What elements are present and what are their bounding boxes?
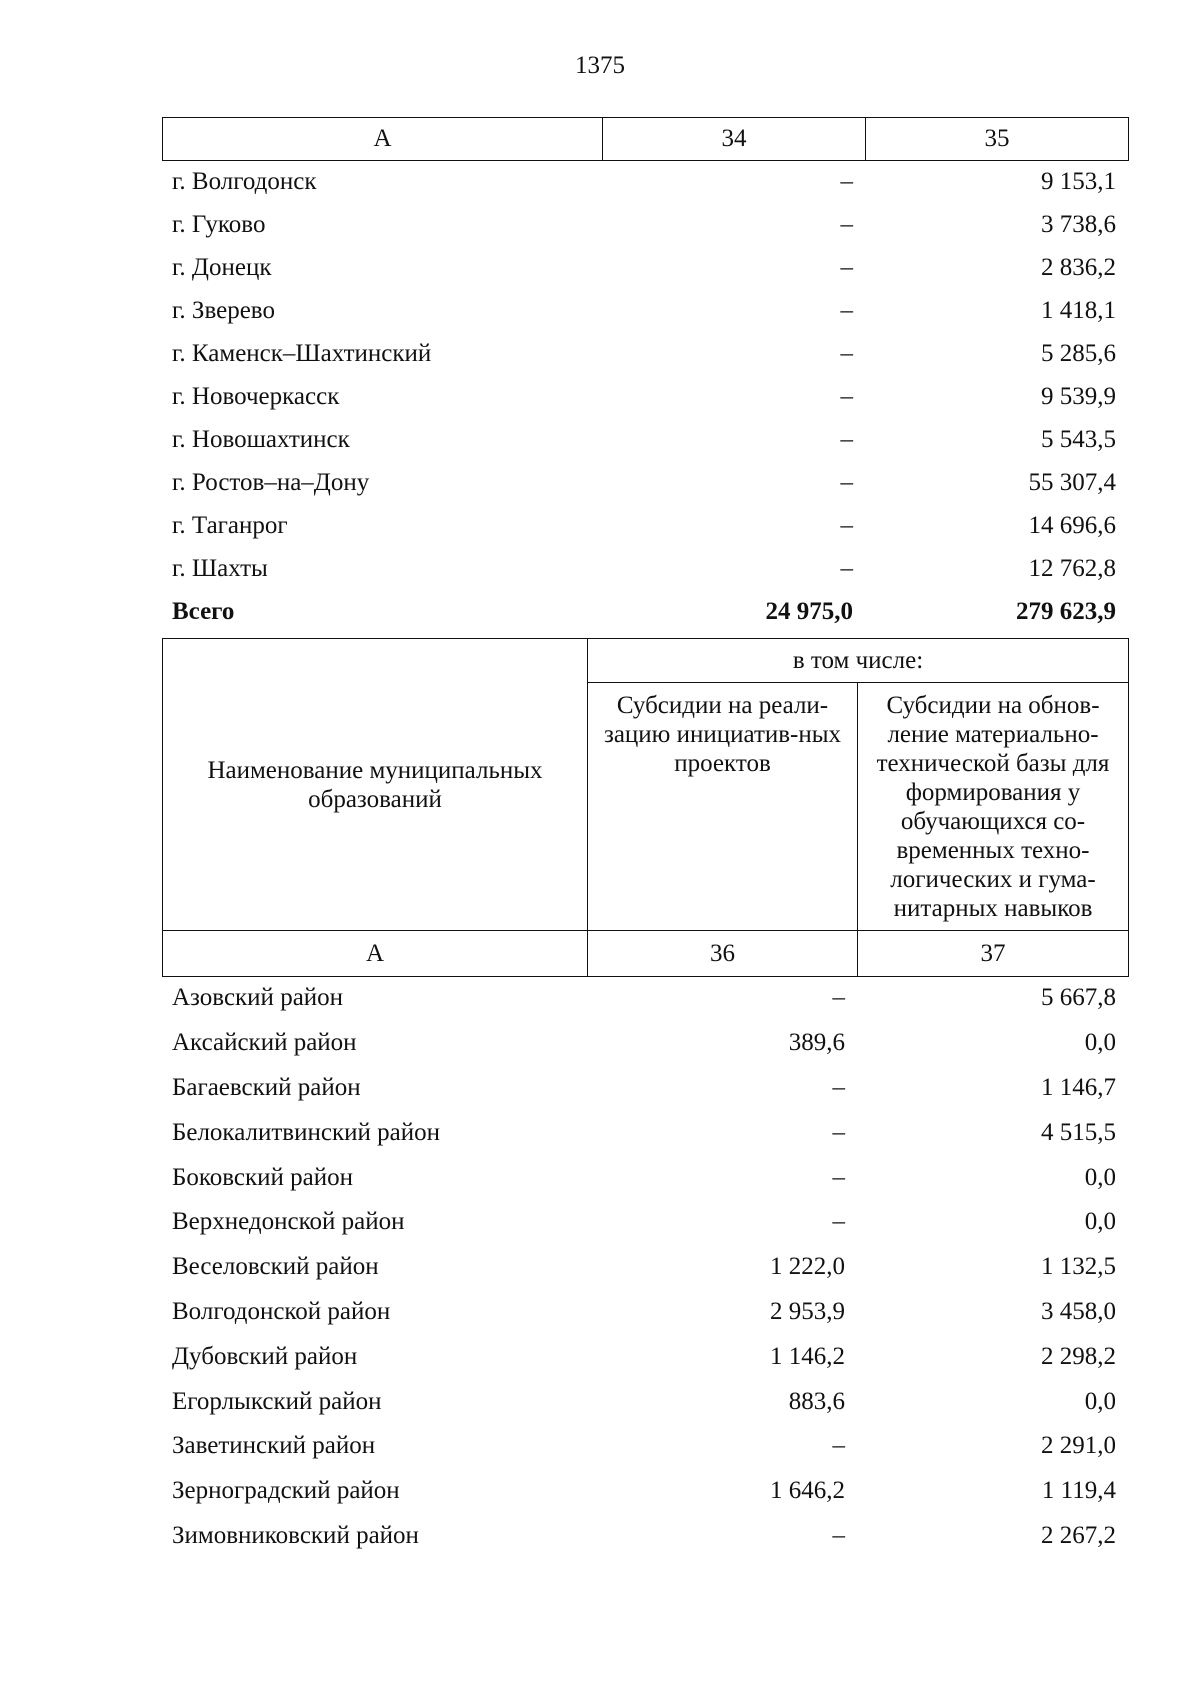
table-row (162, 418, 1128, 461)
row-value-34: – (840, 511, 853, 539)
table-row (162, 332, 1128, 375)
row-name: Волгодонской район (172, 1297, 391, 1325)
row-value-35: 9 153,1 (1041, 167, 1116, 195)
row-value-36: 1 146,2 (770, 1342, 845, 1370)
row-name: г. Новошахтинск (172, 425, 350, 453)
row-value-35: 2 836,2 (1041, 253, 1116, 281)
row-value-36: – (832, 984, 845, 1012)
row-value-34: – (840, 339, 853, 367)
table1-header-col-35: 35 (866, 118, 1129, 161)
row-name: Белокалитвинский район (172, 1118, 440, 1146)
row-value-35: 9 539,9 (1041, 382, 1116, 410)
row-name: Зимовниковский район (172, 1521, 419, 1549)
row-value-36: – (832, 1521, 845, 1549)
row-value-34: – (840, 382, 853, 410)
table-row (162, 547, 1128, 590)
row-name: Багаевский район (172, 1073, 361, 1101)
row-name: г. Новочеркасск (172, 382, 340, 410)
row-value-37: 2 291,0 (1041, 1432, 1116, 1460)
table-row (162, 461, 1128, 504)
row-name: Верхнедонской район (172, 1208, 405, 1236)
table2-col37-header: Субсидии на обнов-ление материально-технической базы для формирования у обучающихся со-временных техно-логических и гума-нитарных навыков (858, 683, 1129, 931)
table2-body (162, 976, 1128, 1558)
row-name: Зерноградский район (172, 1477, 400, 1505)
row-value-34: – (840, 296, 853, 324)
row-value-37: 1 132,5 (1041, 1253, 1116, 1281)
row-value-36: 389,6 (788, 1029, 845, 1057)
row-name: г. Зверево (172, 296, 275, 324)
row-value-37: 0,0 (1084, 1163, 1116, 1191)
row-name: г. Донецк (172, 253, 272, 281)
table-row (162, 203, 1128, 246)
row-name: Дубовский район (172, 1342, 358, 1370)
table2-index-col-37: 37 (858, 931, 1129, 977)
row-value-34: – (840, 210, 853, 238)
row-name: г. Гуково (172, 210, 266, 238)
row-value-34: – (840, 554, 853, 582)
row-value-35: 12 762,8 (1028, 554, 1116, 582)
table-row (162, 246, 1128, 289)
table1-body (162, 160, 1128, 633)
table-row (162, 504, 1128, 547)
table-row (162, 1110, 1128, 1155)
table-row (162, 1066, 1128, 1111)
row-value-36: – (832, 1118, 845, 1146)
row-value-34: – (840, 167, 853, 195)
total-value-34: 24 975,0 (765, 597, 853, 625)
table-row (162, 160, 1128, 203)
table-row (162, 1379, 1128, 1424)
row-name: Азовский район (172, 984, 344, 1012)
row-value-35: 5 543,5 (1041, 425, 1116, 453)
table-row (162, 1469, 1128, 1514)
row-value-35: 3 738,6 (1041, 210, 1116, 238)
row-value-37: 3 458,0 (1041, 1297, 1116, 1325)
row-value-37: 1 119,4 (1041, 1477, 1116, 1505)
table-row (162, 1424, 1128, 1469)
row-value-34: – (840, 468, 853, 496)
row-value-35: 5 285,6 (1041, 339, 1116, 367)
table-row (162, 1290, 1128, 1335)
row-value-34: – (840, 425, 853, 453)
table-row (162, 1334, 1128, 1379)
row-name: Боковский район (172, 1163, 353, 1191)
row-value-36: 1 222,0 (770, 1253, 845, 1281)
row-name: г. Волгодонск (172, 167, 317, 195)
row-value-35: 1 418,1 (1041, 296, 1116, 324)
table1-header (162, 117, 1128, 161)
table2-index-col-a: А (163, 931, 588, 977)
total-value-35: 279 623,9 (1016, 597, 1116, 625)
row-value-37: 1 146,7 (1041, 1073, 1116, 1101)
row-value-37: 2 298,2 (1041, 1342, 1116, 1370)
row-value-34: – (840, 253, 853, 281)
table-row (162, 289, 1128, 332)
table2-name-header: Наименование муниципальных образований (163, 639, 588, 931)
row-name: Веселовский район (172, 1253, 379, 1281)
table2-header (162, 638, 1128, 977)
total-row (162, 590, 1128, 633)
page-number: 1375 (575, 52, 625, 79)
row-name: г. Шахты (172, 554, 268, 582)
row-name: г. Каменск–Шахтинский (172, 339, 432, 367)
row-value-36: 883,6 (788, 1387, 845, 1415)
row-value-35: 55 307,4 (1028, 468, 1116, 496)
row-name: г. Таганрог (172, 511, 288, 539)
table2-col36-header: Субсидии на реали-зацию инициатив-ных проектов (588, 683, 858, 931)
table2-group-header: в том числе: (588, 639, 1129, 683)
row-value-37: 2 267,2 (1041, 1521, 1116, 1549)
table-row (162, 1155, 1128, 1200)
row-value-36: 2 953,9 (770, 1297, 845, 1325)
table1-header-col-a: А (163, 118, 603, 161)
table-row (162, 976, 1128, 1021)
row-value-36: 1 646,2 (770, 1477, 845, 1505)
row-value-36: – (832, 1208, 845, 1236)
table-row (162, 1200, 1128, 1245)
row-value-37: 0,0 (1084, 1029, 1116, 1057)
row-value-35: 14 696,6 (1028, 511, 1116, 539)
table2-index-col-36: 36 (588, 931, 858, 977)
row-name: Егорлыкский район (172, 1387, 382, 1415)
row-value-36: – (832, 1073, 845, 1101)
row-name: Аксайский район (172, 1029, 357, 1057)
row-value-37: 0,0 (1084, 1387, 1116, 1415)
row-name: Заветинский район (172, 1432, 376, 1460)
total-label: Всего (172, 597, 235, 625)
row-value-37: 0,0 (1084, 1208, 1116, 1236)
table-row (162, 1245, 1128, 1290)
row-value-37: 5 667,8 (1041, 984, 1116, 1012)
table-row (162, 375, 1128, 418)
table-row (162, 1514, 1128, 1559)
row-value-37: 4 515,5 (1041, 1118, 1116, 1146)
row-value-36: – (832, 1163, 845, 1191)
row-value-36: – (832, 1432, 845, 1460)
table-row (162, 1021, 1128, 1066)
table1-header-col-34: 34 (603, 118, 866, 161)
row-name: г. Ростов–на–Дону (172, 468, 370, 496)
